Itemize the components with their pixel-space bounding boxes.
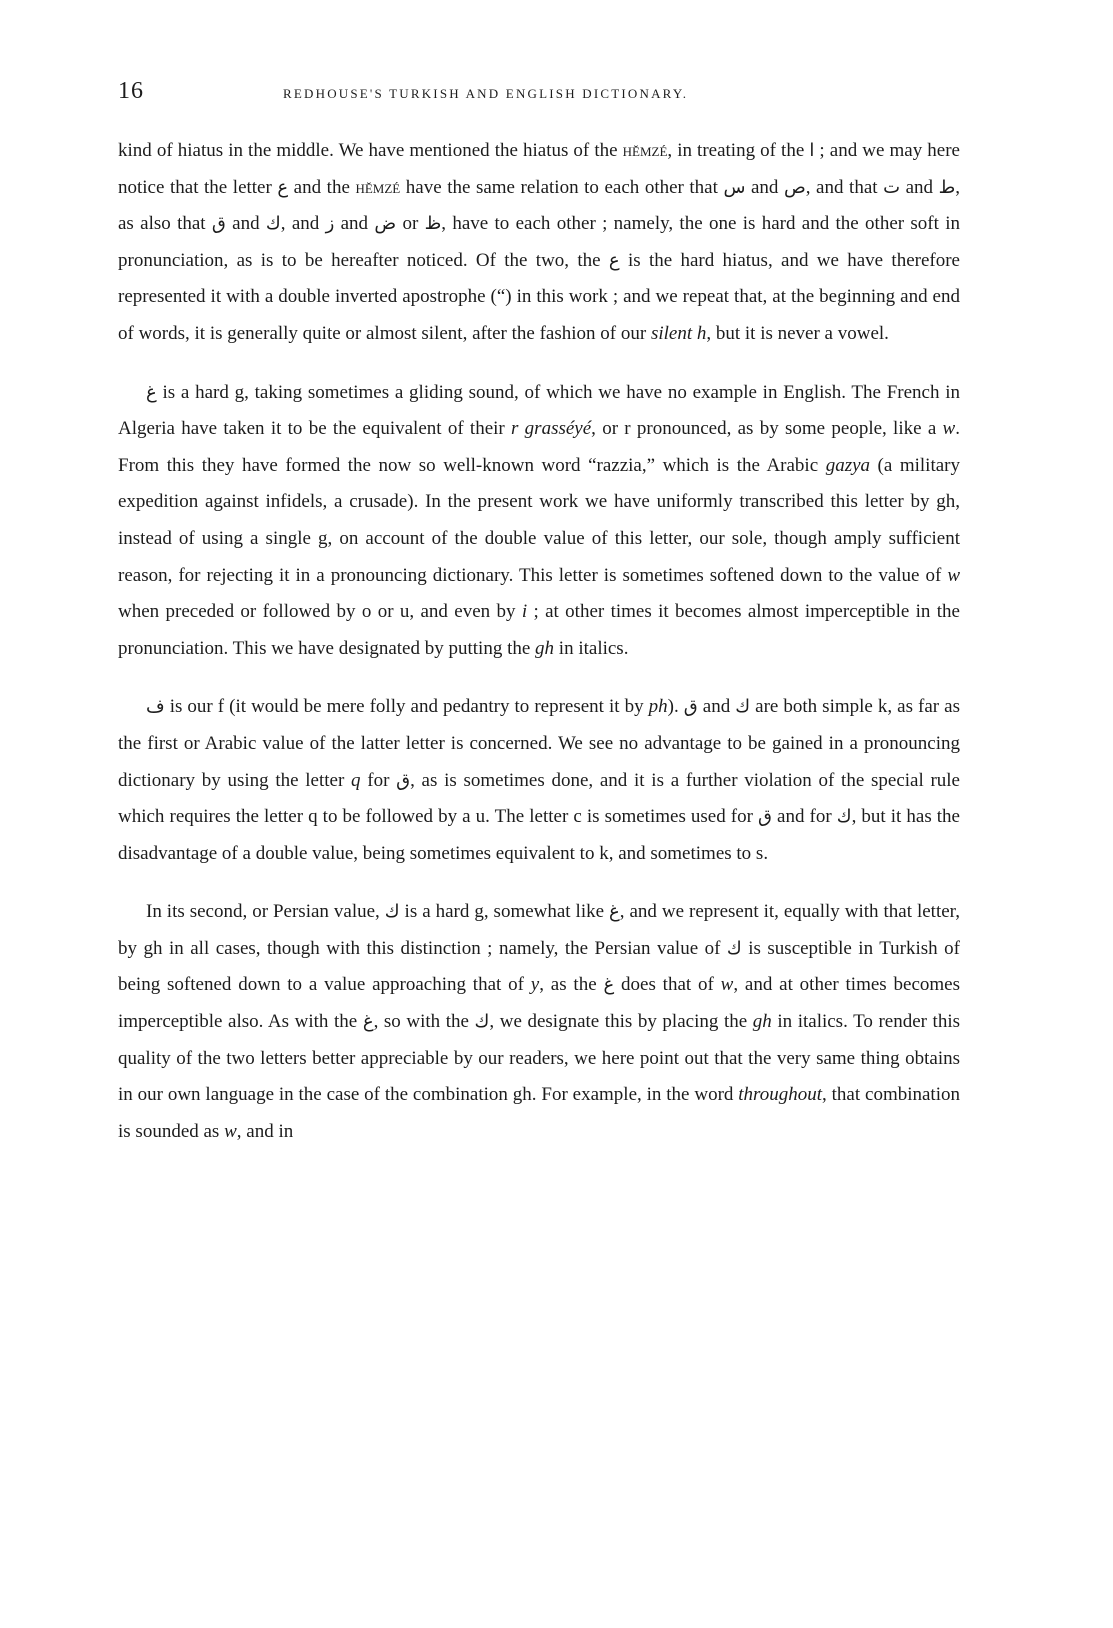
- arabic-letter: ك: [265, 213, 281, 235]
- arabic-letter: ك: [384, 901, 400, 923]
- text-run: In its second, or Persian value,: [146, 901, 385, 923]
- text-run: in italics.: [554, 637, 629, 659]
- arabic-letter: غ: [146, 381, 157, 403]
- italic-term: w: [224, 1120, 237, 1142]
- text-run: is our f (it would be mere folly and pedantry to represent it by: [164, 696, 649, 718]
- text-run: for: [360, 769, 397, 791]
- text-run: have the same relation to each other that: [400, 176, 724, 198]
- small-caps-term: hĕmzé: [622, 140, 668, 161]
- italic-term: w: [947, 564, 960, 586]
- text-run: or: [396, 213, 425, 235]
- text-run: and: [745, 176, 784, 198]
- italic-term: silent h: [650, 322, 707, 344]
- text-run: , we designate this by placing the: [489, 1011, 753, 1033]
- arabic-letter: س: [723, 176, 746, 198]
- italic-term: r grasséyé: [511, 418, 592, 440]
- text-run: , in treating of the: [667, 140, 810, 161]
- arabic-letter: ك: [836, 806, 852, 828]
- italic-term: throughout: [738, 1084, 823, 1106]
- text-run: , as also that: [118, 176, 960, 235]
- paragraph-hiatus: [118, 133, 960, 353]
- paragraph-fe-qaf-kef: [118, 689, 960, 872]
- text-run: (a military expedition against infidels, a crusade). In the present work we have uniformly transcribed this letter by gh, instead of using a single g, on account of the double value of this letter, our sole, though amply sufficient reason, for rejecting it in a pronouncing dictionary. This letter is sometimes softened down to the value of: [118, 454, 961, 586]
- text-run: , and in: [236, 1120, 294, 1142]
- arabic-letter: ز: [325, 213, 335, 235]
- italic-term: w: [720, 974, 734, 996]
- arabic-letter: ق: [396, 769, 411, 791]
- arabic-letter: ت: [883, 176, 901, 198]
- text-run: , and at other times becomes imperceptible also. As with the: [118, 974, 960, 1033]
- arabic-letter: ف: [146, 696, 165, 718]
- body-text: [118, 133, 960, 1150]
- small-caps-term: hĕmzé: [355, 176, 401, 198]
- text-run: when preceded or followed by o or u, and even by: [118, 601, 522, 623]
- arabic-letter: ص: [783, 176, 806, 198]
- italic-term: y: [530, 974, 540, 996]
- text-run: , have to each other ; namely, the one is hard and the other soft in pronunciation, as is to be hereafter noticed. Of the two, the: [118, 213, 961, 271]
- italic-term: ph: [648, 696, 668, 718]
- text-run: and: [900, 176, 939, 198]
- arabic-letter: غ: [603, 974, 615, 996]
- text-run: are both simple k, as far as the first or Arabic value of the latter letter is concerned. We see no advantage to be gained in a pronouncing dictionary by using the letter: [118, 696, 960, 791]
- arabic-letter: غ: [362, 1011, 374, 1033]
- arabic-letter: ض: [374, 213, 397, 235]
- text-run: and the: [288, 176, 356, 198]
- text-run: and: [225, 213, 266, 235]
- text-run: , so with the: [373, 1011, 475, 1033]
- arabic-letter: ا: [809, 140, 815, 161]
- text-run: is a hard g, taking sometimes a gliding sound, of which we have no example in English. The French in Algeria have taken it to be the equivalent of their: [118, 381, 960, 440]
- text-run: , and that: [805, 176, 884, 198]
- running-title: REDHOUSE'S TURKISH AND ENGLISH DICTIONARY.: [283, 86, 689, 101]
- arabic-letter: ظ: [424, 213, 442, 235]
- italic-term: gh: [535, 637, 555, 659]
- text-run: is susceptible in Turkish of being softened down to a value approaching that of: [118, 937, 960, 996]
- text-run: and: [697, 696, 736, 718]
- text-run: and: [334, 213, 375, 235]
- text-run: ; and we may here notice that the letter: [118, 140, 960, 198]
- running-head: [118, 78, 798, 108]
- italic-term: i: [521, 601, 528, 623]
- arabic-letter: غ: [609, 901, 620, 923]
- text-run: , as the: [539, 974, 604, 996]
- text-run: , and we represent it, equally with that letter, by gh in all cases, though with this distinction ; namely, the Persian value of: [118, 901, 960, 959]
- arabic-letter: ق: [211, 213, 226, 235]
- paragraph-persian-kef: [118, 894, 960, 1150]
- arabic-letter: ط: [938, 176, 956, 198]
- text-run: in italics. To render this quality of the two letters better appreciable by our readers, we here point out that the very same thing obtains in our own language in the case of the combination gh. For example, in the word: [118, 1011, 960, 1106]
- italic-term: w: [942, 418, 956, 440]
- text-run: kind of hiatus in the middle. We have mentioned the hiatus of the: [118, 140, 623, 161]
- text-run: is the hard hiatus, and we have therefore represented it with a double inverted apostrophe (“) in this work ; and we repeat that, at the beginning and end of words, it is generally quite or almost silent, after the fashion of our: [118, 249, 960, 344]
- text-run: ).: [667, 696, 684, 718]
- text-run: , but it is never a vowel.: [706, 322, 889, 344]
- text-run: , as is sometimes done, and it is a further violation of the special rule which requires the letter q to be followed by a u. The letter c is sometimes used for: [118, 769, 960, 828]
- arabic-letter: ك: [474, 1011, 490, 1033]
- arabic-letter: ق: [683, 696, 698, 718]
- arabic-letter: ك: [726, 937, 742, 959]
- italic-term: gazya: [825, 454, 871, 476]
- arabic-letter: ق: [758, 806, 772, 828]
- italic-term: q: [351, 769, 361, 791]
- text-run: , and: [280, 213, 326, 235]
- text-run: and for: [771, 806, 837, 828]
- text-run: , or r pronounced, as by some people, like a: [591, 418, 943, 440]
- text-run: does that of: [614, 974, 721, 996]
- text-run: , that combination is sounded as: [118, 1084, 960, 1142]
- text-run: ; at other times it becomes almost imperceptible in the pronunciation. This we have designated by putting the: [118, 601, 960, 659]
- italic-term: gh: [752, 1011, 772, 1033]
- page-number: 16: [118, 78, 144, 104]
- text-run: , but it has the disadvantage of a double value, being sometimes equivalent to k, and sometimes to s.: [118, 806, 960, 864]
- paragraph-ghain: [118, 375, 960, 668]
- arabic-letter: ع: [608, 249, 620, 271]
- text-run: . From this they have formed the now so well-known word “razzia,” which is the Arabic: [118, 418, 960, 476]
- text-run: is a hard g, somewhat like: [399, 901, 610, 923]
- arabic-letter: ع: [277, 176, 289, 198]
- arabic-letter: ك: [735, 696, 751, 718]
